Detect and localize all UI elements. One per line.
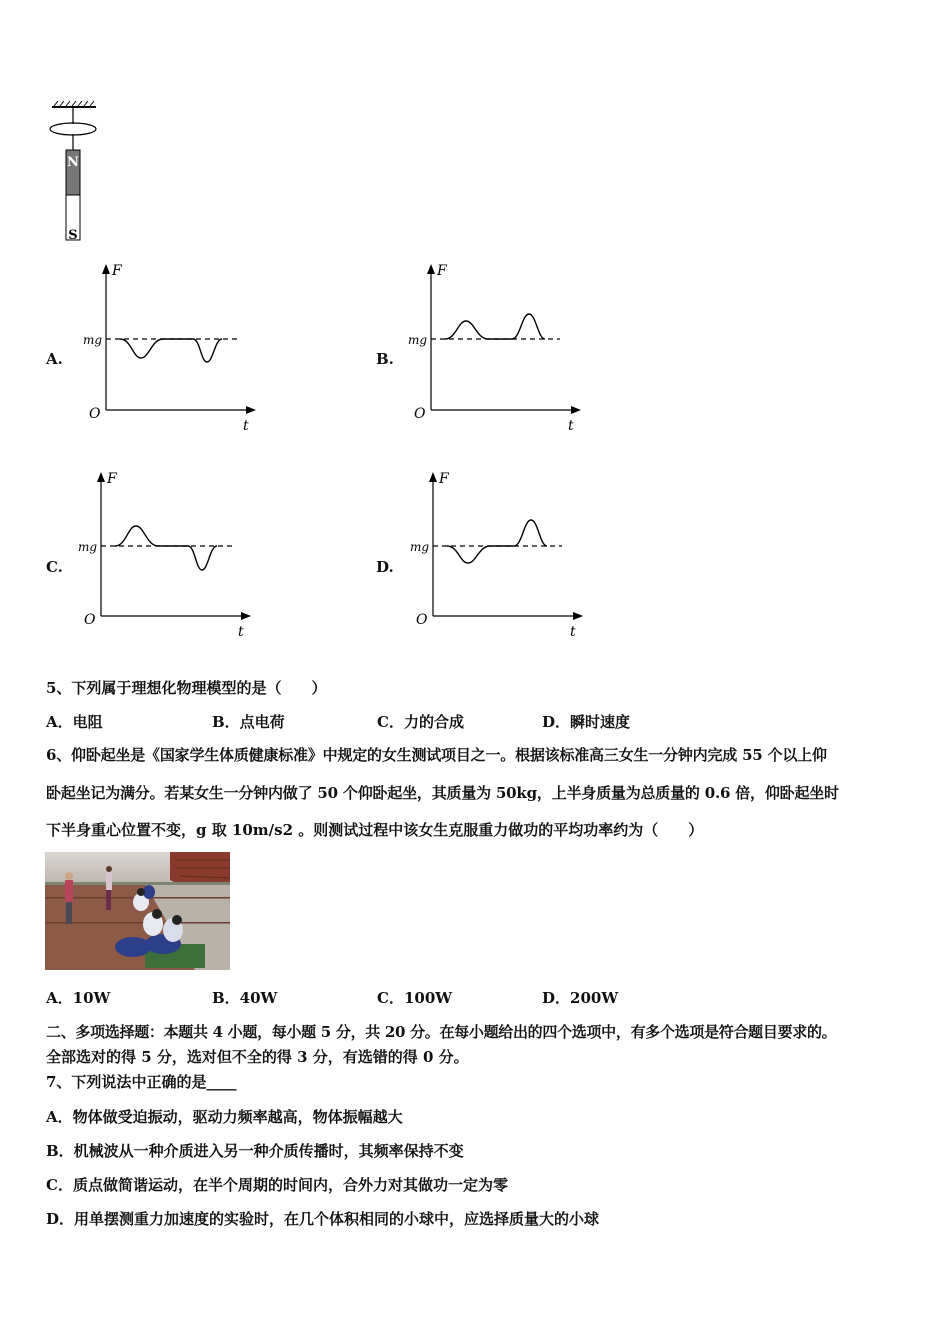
graph-c-letter[interactable]: C.: [46, 558, 63, 576]
q6-stem-line2: 卧起坐记为满分。若某女生一分钟内做了 50 个仰卧起坐，其质量为 50kg，上半身质量为总质量的 0.6 倍，仰卧起坐时: [46, 784, 839, 802]
graph-b-level: mg: [407, 333, 427, 347]
graph-d-axis-x: t: [570, 624, 576, 640]
graph-b-letter[interactable]: B.: [376, 350, 394, 368]
graph-d: [402, 468, 602, 648]
situps-photo: [45, 852, 230, 970]
graph-a-origin: O: [89, 406, 101, 422]
section2-heading-line2: 全部选对的得 5 分，选对但不全的得 3 分，有选错的得 0 分。: [46, 1048, 469, 1066]
q6-option-c[interactable]: C．100W: [377, 989, 453, 1007]
q6-option-a[interactable]: A．10W: [46, 989, 111, 1007]
q5-option-a[interactable]: A．电阻: [46, 713, 103, 731]
graph-a-axis-y: F: [112, 263, 122, 279]
magnet-figure: [40, 100, 110, 245]
magnet-south-label: S: [68, 228, 78, 243]
graph-b: [400, 260, 600, 440]
q5-option-c[interactable]: C．力的合成: [377, 713, 464, 731]
q6-option-b[interactable]: B．40W: [212, 989, 278, 1007]
graph-c: [70, 468, 270, 648]
graph-a-level: mg: [82, 333, 102, 347]
q7-option-c[interactable]: C．质点做简谐运动，在半个周期的时间内，合外力对其做功一定为零: [46, 1176, 508, 1194]
graph-a: [75, 260, 275, 440]
graph-b-origin: O: [414, 406, 426, 422]
q5-stem: 5、下列属于理想化物理模型的是（ ）: [46, 679, 327, 697]
graph-a-axis-x: t: [243, 418, 249, 434]
q6-option-d[interactable]: D．200W: [542, 989, 619, 1007]
q6-stem-line1: 6、仰卧起坐是《国家学生体质健康标准》中规定的女生测试项目之一。根据该标准高三女生一分钟内完成 55 个以上仰: [46, 746, 827, 764]
q7-option-b[interactable]: B．机械波从一种介质进入另一种介质传播时，其频率保持不变: [46, 1142, 464, 1160]
graph-d-level: mg: [409, 540, 429, 554]
graph-c-axis-y: F: [107, 471, 117, 487]
q7-option-d[interactable]: D．用单摆测重力加速度的实验时，在几个体积相同的小球中，应选择质量大的小球: [46, 1210, 600, 1228]
q7-option-a[interactable]: A．物体做受迫振动，驱动力频率越高，物体振幅越大: [46, 1108, 403, 1126]
graph-d-axis-y: F: [439, 471, 449, 487]
graph-c-origin: O: [84, 612, 96, 628]
q6-stem-line3: 下半身重心位置不变，g 取 10m/s2 。则测试过程中该女生克服重力做功的平均功率约为（ ）: [46, 821, 704, 839]
graph-b-axis-y: F: [437, 263, 447, 279]
q5-option-d[interactable]: D．瞬时速度: [542, 713, 631, 731]
magnet-north-label: N: [67, 155, 79, 170]
graph-b-axis-x: t: [568, 418, 574, 434]
q5-option-b[interactable]: B．点电荷: [212, 713, 285, 731]
graph-d-letter[interactable]: D.: [376, 558, 394, 576]
q7-stem: 7、下列说法中正确的是____: [46, 1073, 237, 1091]
graph-c-axis-x: t: [238, 624, 244, 640]
graph-a-letter[interactable]: A.: [46, 350, 63, 368]
graph-d-origin: O: [416, 612, 428, 628]
section2-heading-line1: 二、多项选择题：本题共 4 小题，每小题 5 分，共 20 分。在每小题给出的四个选项中，有多个选项是符合题目要求的。: [46, 1023, 837, 1041]
graph-c-level: mg: [77, 540, 97, 554]
